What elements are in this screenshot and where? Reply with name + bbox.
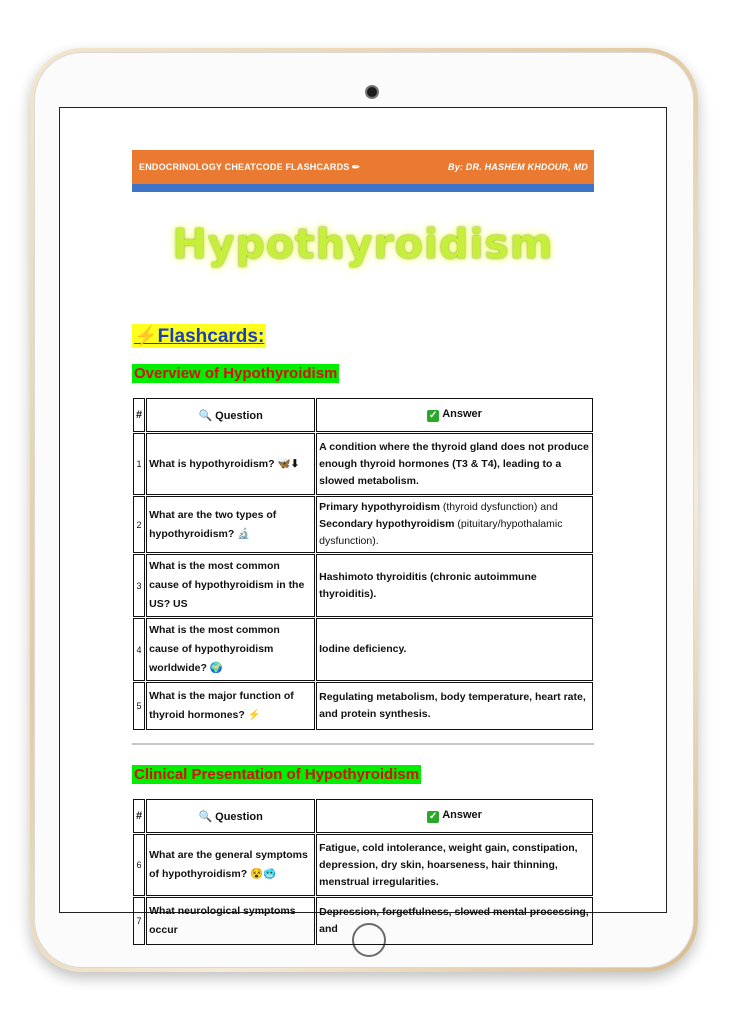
answer-cell: Hashimoto thyroiditis (chronic autoimmune thyroiditis). (316, 554, 593, 617)
question-cell: What are the two types of hypothyroidism? 🔬 (146, 496, 315, 553)
answer-bold-primary: Primary hypothyroidism (319, 501, 440, 513)
table-row (133, 897, 593, 945)
banner-title: ENDOCRINOLOGY CHEATCODE FLASHCARDS ✏ (139, 162, 360, 172)
row-number: 2 (133, 496, 145, 553)
answer-cell: Fatigue, cold intolerance, weight gain, constipation, depression, dry skin, hoarseness, hair thinning, menstrual irregularities. (316, 834, 593, 896)
answer-cell: Regulating metabolism, body temperature, heart rate, and protein synthesis. (316, 682, 593, 730)
answer-cell: Iodine deficiency. (316, 618, 593, 681)
question-cell: What are the general symptoms of hypothyroidism? 😵🥶 (146, 834, 315, 896)
answer-cell: A condition where the thyroid gland does not produce enough thyroid hormones (T3 & T4), leading to a slowed metabolism. (316, 433, 593, 495)
document-screen[interactable] (59, 107, 667, 936)
camera-icon (365, 85, 379, 99)
question-cell: What is the most common cause of hypothyroidism in the US? US (146, 554, 315, 617)
table-row (133, 433, 593, 495)
section-heading-overview: Overview of Hypothyroidism (134, 365, 338, 382)
header-question-label: Question (215, 810, 263, 823)
row-number: 4 (133, 618, 145, 681)
flashcard-table-overview (132, 397, 594, 731)
answer-cell (316, 496, 593, 553)
table-row (133, 496, 593, 553)
answer-light-2: (pituitary/hypothalamic dysfunction). (319, 518, 563, 547)
header-answer-label: Answer (442, 408, 482, 420)
header-question (146, 799, 315, 833)
header-answer-label: Answer (442, 809, 482, 821)
page-title: Hypothyroidism (172, 220, 554, 268)
question-cell: What is the major function of thyroid hormones? ⚡ (146, 682, 315, 730)
header-banner (132, 150, 594, 192)
row-number: 1 (133, 433, 145, 495)
header-num: # (133, 398, 145, 432)
table-row (133, 834, 593, 896)
document-page (132, 150, 594, 946)
header-num: # (133, 799, 145, 833)
banner-author: By: DR. HASHEM KHDOUR, MD (448, 162, 588, 172)
flashcards-heading: ⚡Flashcards: (134, 326, 265, 347)
question-cell: What neurological symptoms occur (146, 897, 315, 945)
table-header-row (133, 799, 593, 833)
section-divider (132, 743, 594, 745)
header-question-label: Question (215, 409, 263, 422)
header-answer (316, 398, 593, 432)
answer-bold-secondary: Secondary hypothyroidism (319, 518, 455, 530)
row-number: 6 (133, 834, 145, 896)
question-cell: What is the most common cause of hypothyroidism worldwide? 🌍 (146, 618, 315, 681)
section-heading-clinical: Clinical Presentation of Hypothyroidism (134, 766, 420, 783)
table-header-row (133, 398, 593, 432)
row-number: 5 (133, 682, 145, 730)
flashcard-table-clinical (132, 798, 594, 946)
answer-cell: Depression, forgetfulness, slowed mental processing, and (316, 897, 593, 945)
header-answer (316, 799, 593, 833)
question-cell: What is hypothyroidism? 🦋⬇ (146, 433, 315, 495)
row-number: 3 (133, 554, 145, 617)
question-icon: 🔍 (198, 810, 213, 823)
table-row (133, 682, 593, 730)
table-row (133, 618, 593, 681)
table-row (133, 554, 593, 617)
check-icon: ✓ (428, 811, 438, 822)
question-icon: 🔍 (198, 409, 213, 422)
answer-light-1: (thyroid dysfunction) and (439, 501, 558, 513)
header-question (146, 398, 315, 432)
row-number: 7 (133, 897, 145, 945)
check-icon: ✓ (428, 410, 438, 421)
